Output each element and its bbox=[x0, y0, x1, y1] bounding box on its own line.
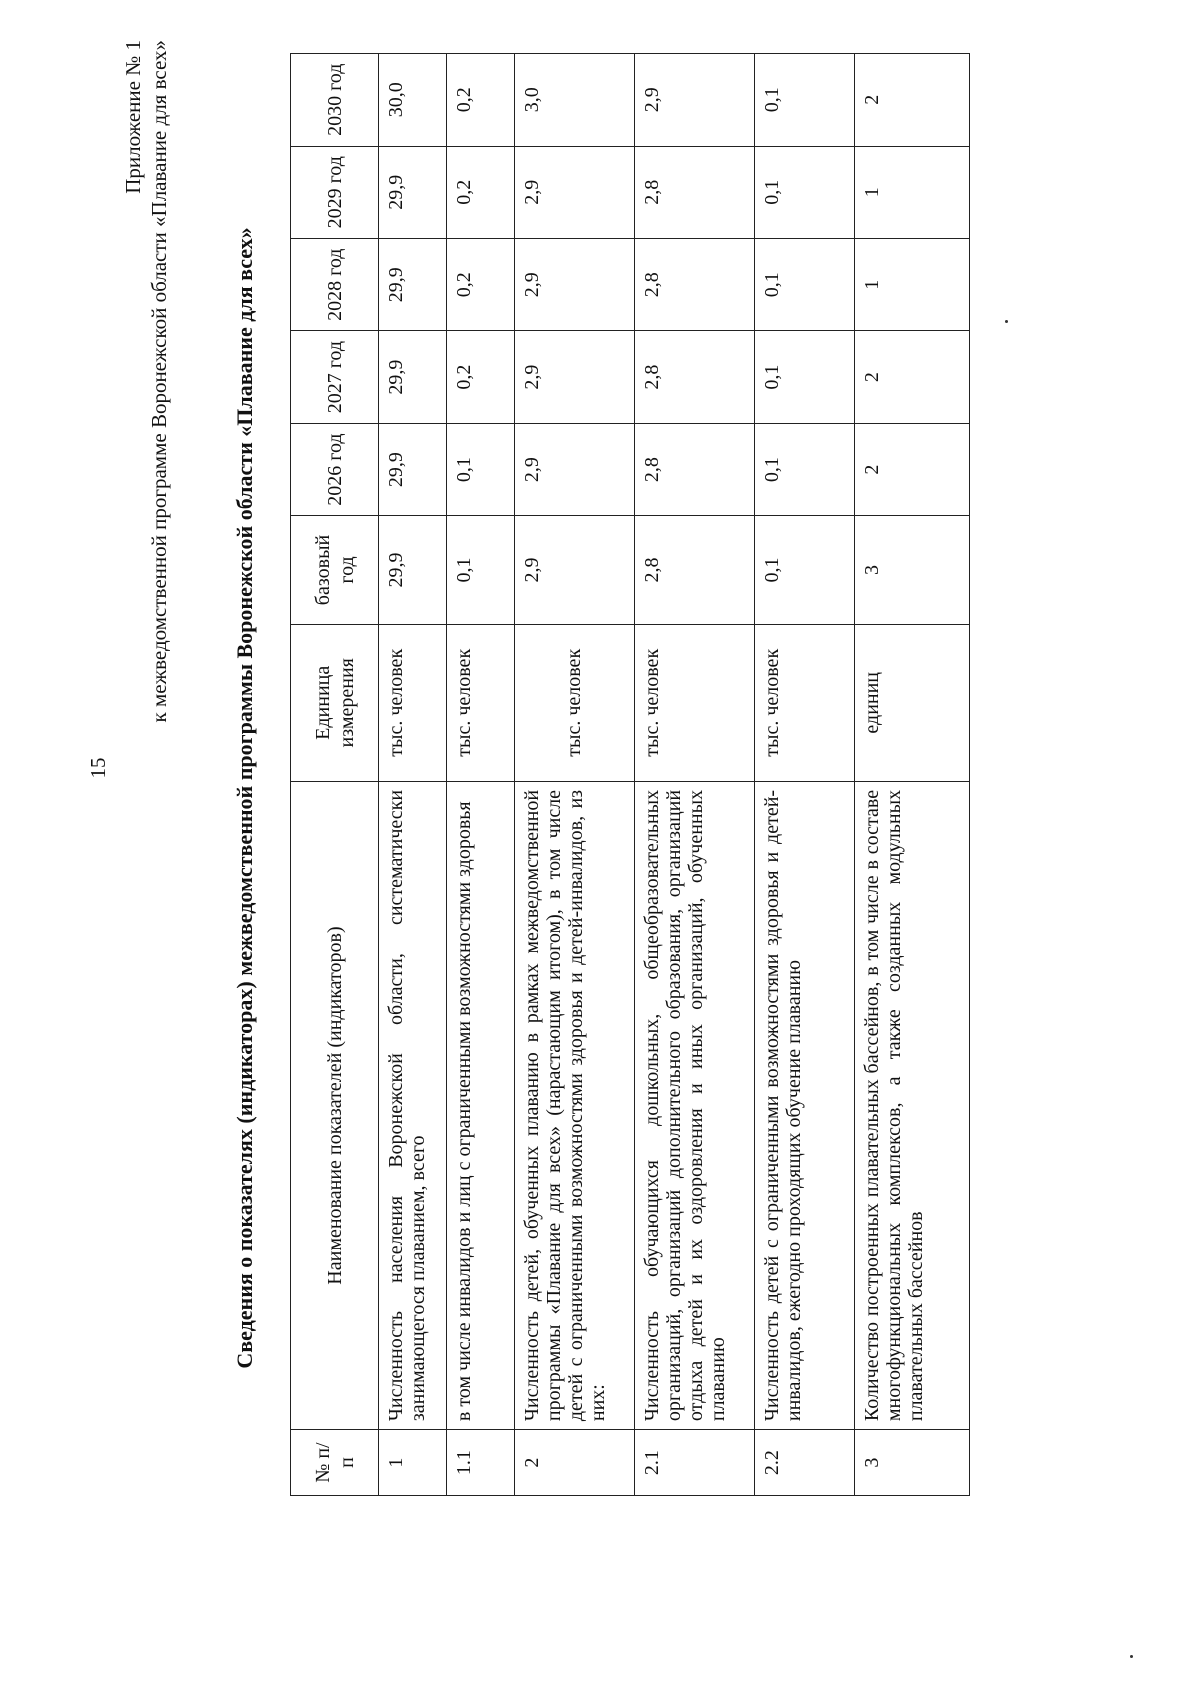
row-2028-value: 2,8 bbox=[635, 238, 755, 330]
header-2027: 2027 год bbox=[291, 331, 379, 423]
appendix-line-2: к межведомственной программе Воронежской области «Плавание для всех» bbox=[147, 40, 171, 723]
indicators-table bbox=[290, 53, 970, 1496]
row-unit: тыс. человек bbox=[635, 624, 755, 781]
row-name: Численность населения Воронежской области, систематически занимающегося плаванием, всего bbox=[379, 781, 447, 1429]
table-row bbox=[379, 54, 447, 1496]
row-2030-value: 0,1 bbox=[755, 54, 855, 147]
table-row bbox=[755, 54, 855, 1496]
header-2030: 2030 год bbox=[291, 54, 379, 147]
page-number: 15 bbox=[86, 757, 110, 779]
appendix-header bbox=[120, 40, 172, 722]
row-2026-value: 0,1 bbox=[447, 423, 515, 515]
header-2026: 2026 год bbox=[291, 423, 379, 515]
row-unit: единиц bbox=[855, 624, 970, 781]
row-name: в том числе инвалидов и лиц с ограниченными возможностями здоровья bbox=[447, 781, 515, 1429]
header-unit: Единица измерения bbox=[291, 624, 379, 781]
row-num: 1 bbox=[379, 1430, 447, 1496]
row-base-value: 29,9 bbox=[379, 516, 447, 624]
row-2028-value: 2,9 bbox=[515, 238, 635, 330]
header-2029: 2029 год bbox=[291, 146, 379, 238]
table-row bbox=[855, 54, 970, 1496]
row-2027-value: 29,9 bbox=[379, 331, 447, 423]
row-base-value: 0,1 bbox=[755, 516, 855, 624]
row-2029-value: 2,9 bbox=[515, 146, 635, 238]
row-2029-value: 0,2 bbox=[447, 146, 515, 238]
row-2028-value: 29,9 bbox=[379, 238, 447, 330]
row-base-value: 2,8 bbox=[635, 516, 755, 624]
row-2030-value: 30,0 bbox=[379, 54, 447, 147]
row-base-value: 0,1 bbox=[447, 516, 515, 624]
row-num: 1.1 bbox=[447, 1430, 515, 1496]
row-2029-value: 2,8 bbox=[635, 146, 755, 238]
row-2026-value: 29,9 bbox=[379, 423, 447, 515]
row-name: Численность обучающихся дошкольных, общеобразовательных организаций, организаций дополнительного образования, организаций отдыха детей и их оздоровления и иных организаций, обученных плаванию bbox=[635, 781, 755, 1429]
row-name: Численность детей, обученных плаванию в рамках межведомственной программы «Плавание для всех» (нарастающим итогом), в том числе детей с ограниченными возможностями здоровья и детей-инвалидов, из них: bbox=[515, 781, 635, 1429]
table-row bbox=[635, 54, 755, 1496]
row-2029-value: 1 bbox=[855, 146, 970, 238]
appendix-line-1: Приложение № 1 bbox=[121, 40, 145, 194]
row-num: 3 bbox=[855, 1430, 970, 1496]
row-name: Численность детей с ограниченными возможностями здоровья и детей-инвалидов, ежегодно проходящих обучение плаванию bbox=[755, 781, 855, 1429]
row-2027-value: 2,8 bbox=[635, 331, 755, 423]
scan-speck bbox=[1005, 320, 1008, 323]
row-2028-value: 0,1 bbox=[755, 238, 855, 330]
header-2028: 2028 год bbox=[291, 238, 379, 330]
table-header-row bbox=[291, 54, 379, 1496]
header-num: № п/п bbox=[291, 1430, 379, 1496]
row-2026-value: 2 bbox=[855, 423, 970, 515]
row-2028-value: 1 bbox=[855, 238, 970, 330]
row-2027-value: 0,1 bbox=[755, 331, 855, 423]
row-2030-value: 2 bbox=[855, 54, 970, 147]
header-base-year: базовый год bbox=[291, 516, 379, 624]
row-base-value: 3 bbox=[855, 516, 970, 624]
document-title: Сведения о показателях (индикаторах) межведомственной программы Воронежской области «Плавание для всех» bbox=[232, 227, 257, 1369]
row-name: Количество построенных плавательных бассейнов, в том числе в составе многофункциональных комплексов, а также созданных модульных плавательных бассейнов bbox=[855, 781, 970, 1429]
row-num: 2.2 bbox=[755, 1430, 855, 1496]
row-2028-value: 0,2 bbox=[447, 238, 515, 330]
row-2029-value: 0,1 bbox=[755, 146, 855, 238]
scan-speck bbox=[1130, 1655, 1133, 1658]
row-2030-value: 3,0 bbox=[515, 54, 635, 147]
row-unit: тыс. человек bbox=[447, 624, 515, 781]
row-2027-value: 2,9 bbox=[515, 331, 635, 423]
table-row bbox=[447, 54, 515, 1496]
row-2029-value: 29,9 bbox=[379, 146, 447, 238]
row-base-value: 2,9 bbox=[515, 516, 635, 624]
table-row bbox=[515, 54, 635, 1496]
row-2026-value: 2,8 bbox=[635, 423, 755, 515]
row-2027-value: 0,2 bbox=[447, 331, 515, 423]
row-2030-value: 2,9 bbox=[635, 54, 755, 147]
row-unit: тыс. человек bbox=[755, 624, 855, 781]
row-num: 2.1 bbox=[635, 1430, 755, 1496]
row-unit: тыс. человек bbox=[379, 624, 447, 781]
row-2026-value: 2,9 bbox=[515, 423, 635, 515]
row-2026-value: 0,1 bbox=[755, 423, 855, 515]
row-2030-value: 0,2 bbox=[447, 54, 515, 147]
header-name: Наименование показателей (индикаторов) bbox=[291, 781, 379, 1429]
row-2027-value: 2 bbox=[855, 331, 970, 423]
row-unit: тыс. человек bbox=[515, 624, 635, 781]
row-num: 2 bbox=[515, 1430, 635, 1496]
